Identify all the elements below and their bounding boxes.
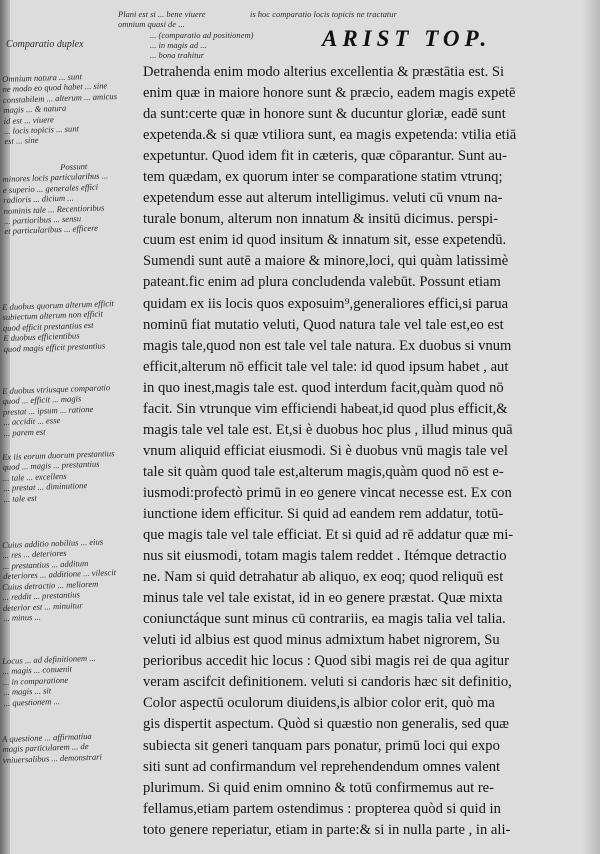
text-line: Sumendi sunt autē a maiore & minore,loci, qui quàm latissimè [143,253,509,270]
text-line: magis tale,quod non est tale vel tale natura. Ex duobus si vnum [143,337,512,354]
main-text [143,62,583,841]
text-line: fellamus,etiam partem ostendimus : propterea quòd si quid in [143,800,501,817]
text-line: tem quædam, ex quorum inter se comparatione statim vtrunq; [143,169,503,186]
text-line: expetenda.& si quæ vtiliora sunt, ea magis expetenda: vtilia etiā [143,127,517,144]
top-annotation-1: Plani est si ... bene viuere omnium quasi de ... [118,9,206,29]
text-line: tale sit quàm quod tale est,alterum magis,quàm quod nō est e- [143,463,504,480]
text-line: Detrahenda enim modo alterius excellentia & præstātia est. Si [143,64,505,80]
margin-note-6: Cuius additio nobilius ... eius ... res ... deteriores ... prestantius ... additum deteriores ... additione ... vilescit [2,536,117,582]
text-line: expetendum esse aut alterum intelligimus. veluti cū vnum na- [143,190,503,207]
margin-note-2: Possunt minores locis particularibus ... e superio ... generales effici radioris ... dicium ... nominis tale ... Recentioribus ... partioribus ... sensu et particularibus ... efficere [2,161,109,237]
text-line: pateant.fic enim ad plura concludenda valebūt. Possunt etiam [143,274,501,291]
text-line: perioribus accedit hic locus : Quod sibi magis rei de qua agitur [143,653,509,670]
text-line: veluti id albius est quod minus admixtum habet nigrorem, Su [143,632,500,649]
margin-note-5: Ex iis eorum duorum prestantius quod ... magis ... prestantius ... tale ... excellens ... prestat ... diminutione ... tale est [2,448,115,504]
text-line: gis dispertit aspectum. Quòd si quæstio non generalis, sed quæ [143,716,510,733]
margin-note-4: E duobus vtriusque comparatio quod ... efficit ... magis prestat ... ipsum ... ratione ... accidit ... esse ... parem est [2,382,111,438]
text-line: minus tale vel tale existat, id in eo genere præstat. Quæ mixta [143,590,503,607]
text-line: Color aspectū oculorum diuidens,is albior color erit, quò ma [143,695,495,712]
text-line: ne. Nam si quid detrahatur ab aliquo, ex eoq; quod reliquū est [143,569,504,586]
text-line: nominū fiat mutatio veluti, Quod natura tale vel tale est,eo est [143,316,504,333]
top-annotation-3: Comparatio duplex [6,39,84,50]
text-line: facit. Sin vtrunque vim efficiendi habeat,id quod plus efficit,& [143,400,508,417]
page-edge-shadow [582,0,600,854]
text-line: da sunt:certe quæ in honore sunt & ducuntur gloriæ, eadē sunt [143,106,506,123]
text-line: expetuntur. Quod idem fit in cæteris, quæ cōparantur. Sunt au- [143,148,507,165]
text-line: turale bonum, alterum non innatum & insitū dicimus. perspi- [143,211,499,228]
text-line: subiecta sit generi tanquam pars ponatur, primū loci qui expo [143,737,500,754]
text-line: cuum est enim id quod insitum & innatum sit, esse expetendū. [143,232,507,249]
top-annotation-4: ... (comparatio ad positionem) ... in magis ad ... ... bona trahitur [150,30,254,60]
margin-note-9: A questione ... affirmatiua magis particularem ... de vniuersalibus ... demonstrari [2,730,103,765]
text-line: veram ascifcit definitionem. veluti si candoris hæc sit definitio, [143,674,512,691]
top-annotation-2: is hoc comparatio locis topicis ne tractatur [250,9,397,19]
text-line: iunctione idem efficitur. Si quid ad eandem rem addatur, totū- [143,505,504,522]
text-line: que magis tale vel tale efficiat. Et si quid ad rē addatur quæ mi- [143,527,514,544]
text-line: enim quæ in maiore honore sunt & præcio, eadem magis expetē [143,85,516,102]
text-line: vnum aliquid efficiat eiusmodi. Si è duobus vnū magis tale vel [143,442,508,459]
text-line: plurimum. Si quid enim omnino & totū confirmemus aut re- [143,779,495,796]
margin-note-1: Omnium natura ... sunt ne modo eo quod habet ... sine constabilem ... alterum ... amicus magis ... & natura id est ... viuere ... locis topicis ... sunt est ... sine [2,71,118,147]
margin-note-7: Cuius detractio ... meliorem ... reddit ... prestantius deterior est ... minuitur ... minus ... [2,578,99,624]
text-line: in quo inest,magis tale est. quod interdum facit,quàm quod nō [143,379,504,396]
text-line: iusmodi:profectò primū in eo genere vincat necesse est. Ex con [143,484,512,501]
margin-note-8: Locus ... ad definitionem ... ... magis ... conuenit ... in comparatione ... magis ... sit ... questionem ... [2,652,96,708]
text-line: efficit,alterum nō efficit tale vel tale: id quod ipsum habet , aut [143,358,509,375]
text-line: magis tale vel tale est. Et,si è duobus hoc plus , illud minus quā [143,421,513,438]
text-line: quidam ex iis locis quos exposuim⁹,generaliores effici,si parua [143,295,509,312]
text-line: toto genere reperiatur, etiam in parte:& si in nulla parte , in ali- [143,821,511,838]
running-head: ARIST TOP. [322,26,492,51]
text-line: siti sunt ad confirmandum vel reprehendendum omnes valent [143,758,501,775]
margin-note-3: E duobus quorum alterum efficit subiectum alterum non efficit quod efficit prestantius est E duobus efficientibus quod magis efficit prestantius [2,298,114,354]
text-line: coniunctáque sunt minus cū contrariis, ea magis talia vel talia. [143,611,506,628]
text-line: nus sit eiusmodi, totam magis talem reddet . Itémque detractio [143,548,507,565]
